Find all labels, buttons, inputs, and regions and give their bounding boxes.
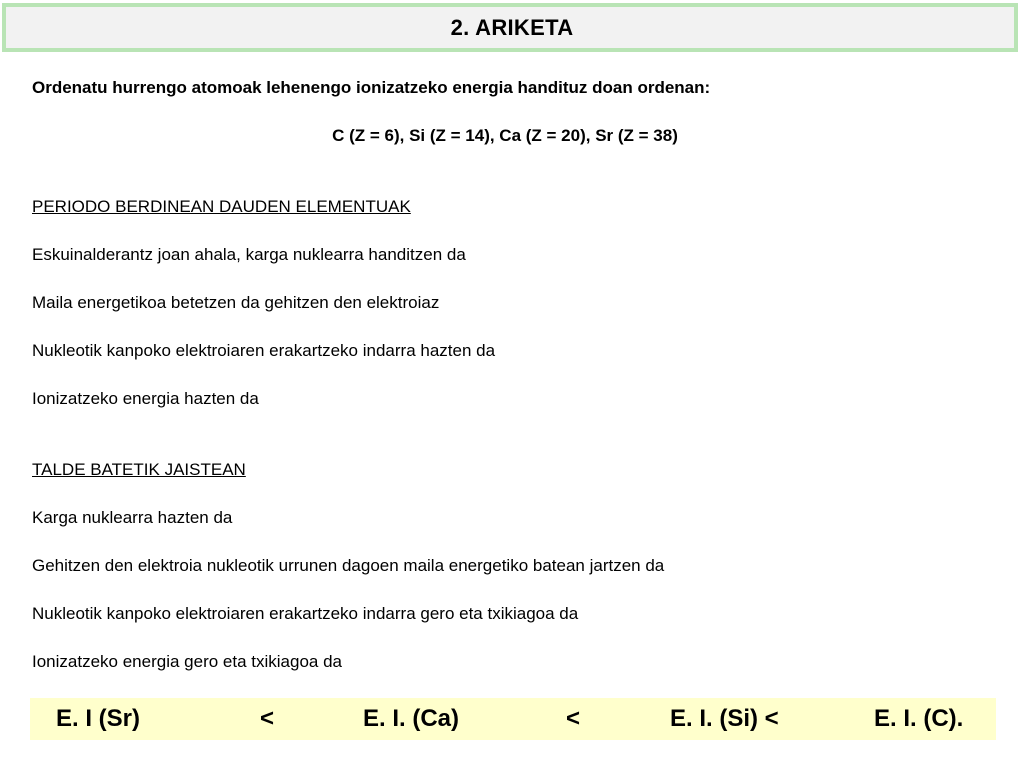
group-line-1: Karga nuklearra hazten da [32,508,233,527]
group-line-3: Nukleotik kanpoko elektroiaren erakartzeko indarra gero eta txikiagoa da [32,604,579,623]
group-heading: TALDE BATETIK JAISTEAN [32,460,246,479]
period-line-4: Ionizatzeko energia hazten da [32,389,259,408]
period-line-3: Nukleotik kanpoko elektroiaren erakartzeko indarra hazten da [32,341,496,360]
answer-bar [30,698,996,740]
answer-less-than-1: < [260,705,275,732]
answer-less-than-2: < [566,705,581,732]
period-heading: PERIODO BERDINEAN DAUDEN ELEMENTUAK [32,197,411,216]
page-title: 2. ARIKETA [450,14,574,40]
answer-ca: E. I. (Ca) [363,705,460,732]
question-text: Ordenatu hurrengo atomoak lehenengo ionizatzeko energia handituz doan ordenan: [32,78,711,97]
period-line-1: Eskuinalderantz joan ahala, karga nuklearra handitzen da [32,245,466,264]
answer-c: E. I. (C). [874,705,964,732]
period-line-2: Maila energetikoa betetzen da gehitzen den elektroiaz [32,293,440,312]
answer-si: E. I. (Si) < [670,705,779,732]
answer-sr: E. I (Sr) [56,705,141,732]
atoms-list: C (Z = 6), Si (Z = 14), Ca (Z = 20), Sr (Z = 38) [332,126,678,145]
title-banner [2,3,1018,52]
group-line-2: Gehitzen den elektroia nukleotik urrunen dagoen maila energetiko batean jartzen da [32,556,665,575]
group-line-4: Ionizatzeko energia gero eta txikiagoa da [32,652,342,671]
